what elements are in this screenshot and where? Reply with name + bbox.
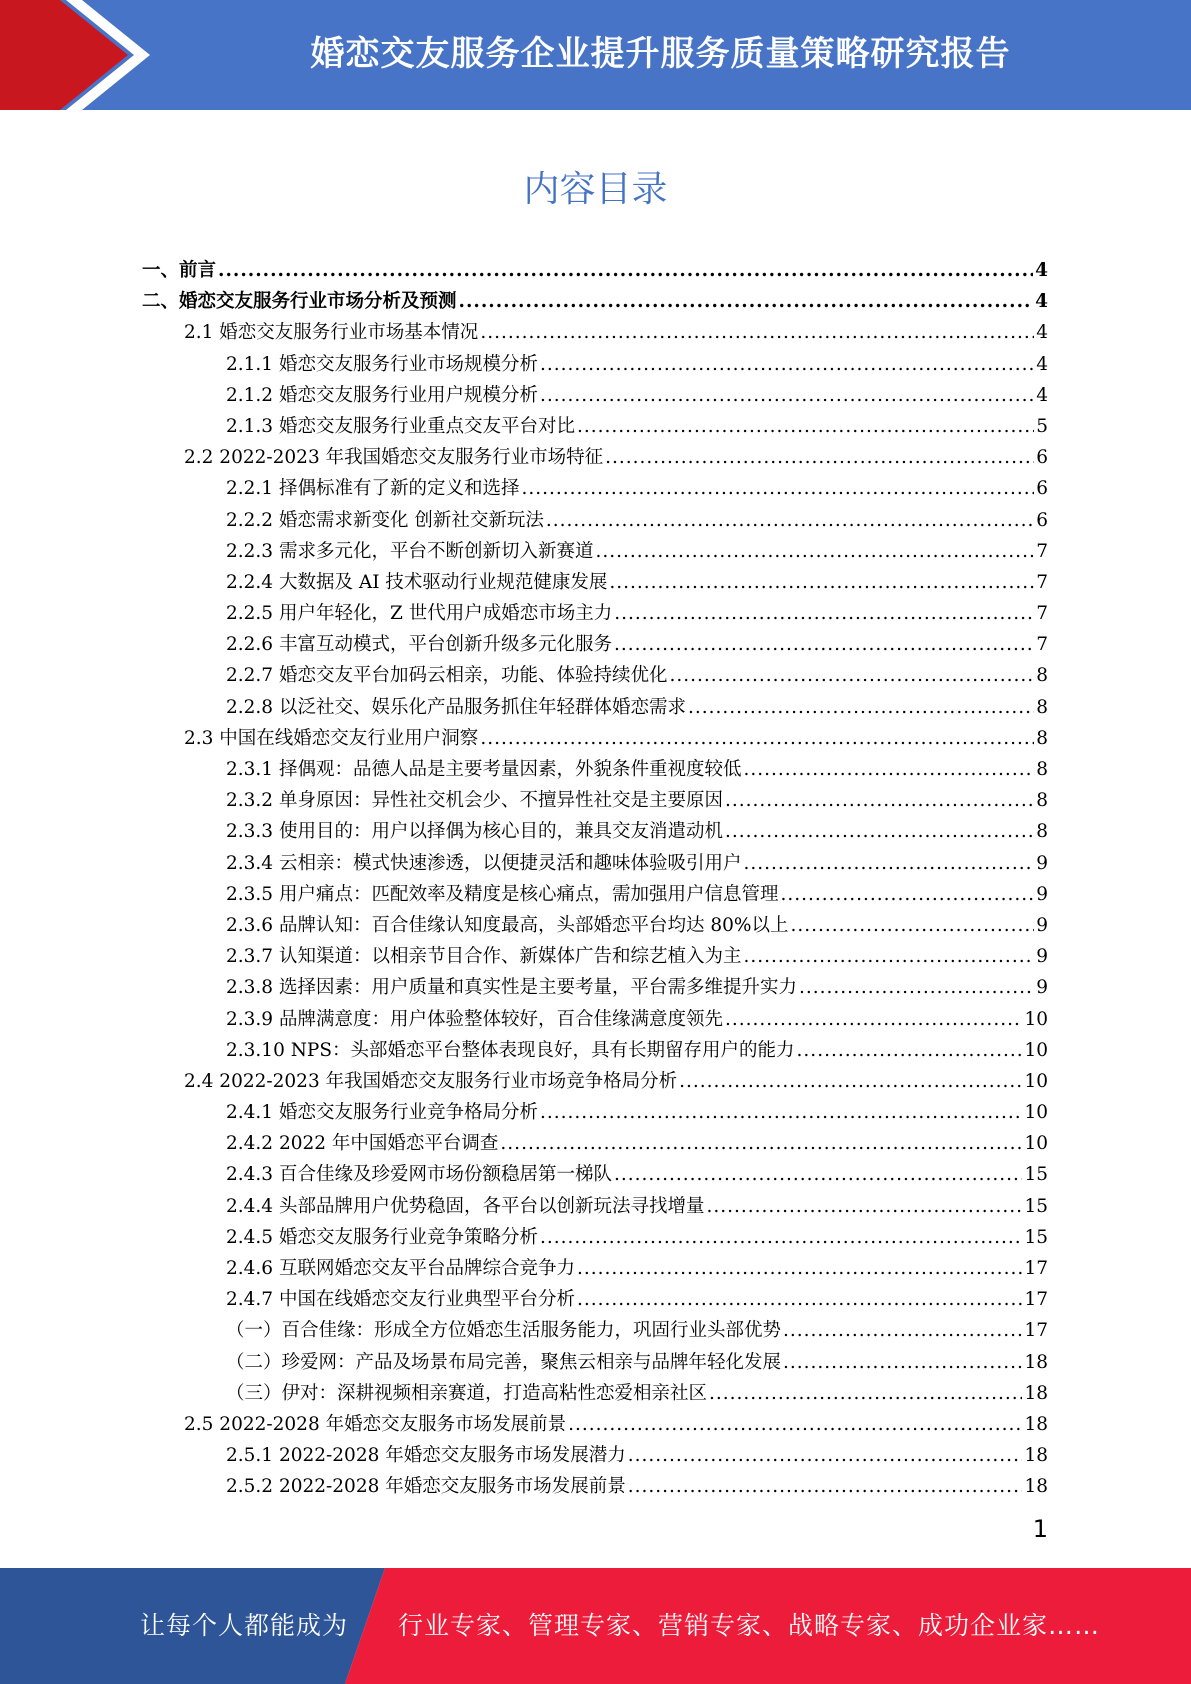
toc-entry-title: 2.3.10 NPS：头部婚恋平台整体表现良好，具有长期留存用户的能力 bbox=[226, 1039, 795, 1061]
toc-heading: 内容目录 bbox=[523, 169, 668, 210]
toc-entry-page: 17 bbox=[1024, 1320, 1048, 1342]
toc-entry[interactable] bbox=[142, 567, 1048, 598]
toc-leader-dots bbox=[669, 660, 1034, 691]
toc-entry[interactable] bbox=[142, 1128, 1048, 1159]
toc-leader-dots bbox=[725, 1004, 1022, 1035]
toc-entry[interactable] bbox=[142, 848, 1048, 879]
toc-entry-title: 2.2.3 需求多元化，平台不断创新切入新赛道 bbox=[226, 540, 594, 562]
toc-entry-page: 8 bbox=[1036, 727, 1048, 749]
toc-entry-page: 7 bbox=[1036, 603, 1048, 625]
toc-leader-dots bbox=[595, 536, 1034, 567]
toc-leader-dots bbox=[480, 317, 1034, 348]
toc-entry[interactable] bbox=[142, 598, 1048, 629]
toc-entry-title: 2.3.8 选择因素：用户质量和真实性是主要考量，平台需多维提升实力 bbox=[226, 977, 797, 999]
toc-entry-page: 18 bbox=[1024, 1413, 1048, 1435]
toc-entry-page: 15 bbox=[1024, 1226, 1048, 1248]
toc-leader-dots bbox=[743, 848, 1034, 879]
toc-entry-title: 2.2 2022-2023 年我国婚恋交友服务行业市场特征 bbox=[184, 447, 604, 469]
toc-entry-title: 2.4.4 头部品牌用户优势稳固，各平台以创新玩法寻找增量 bbox=[226, 1195, 705, 1217]
toc-entry-page: 4 bbox=[1036, 353, 1048, 375]
toc-entry[interactable] bbox=[142, 317, 1048, 348]
toc-entry-title: 2.3.6 品牌认知：百合佳缘认知度最高，头部婚恋平台均达 80%以上 bbox=[226, 914, 789, 936]
toc-entry-title: 2.2.1 择偶标准有了新的定义和选择 bbox=[226, 478, 520, 500]
toc-leader-dots bbox=[614, 1159, 1022, 1190]
toc-leader-dots bbox=[500, 1128, 1022, 1159]
toc-entry-title: 2.2.4 大数据及 AI 技术驱动行业规范健康发展 bbox=[226, 571, 608, 593]
chevron-arrow-icon bbox=[0, 0, 160, 110]
toc-entry[interactable] bbox=[142, 505, 1048, 536]
toc-entry[interactable] bbox=[142, 1097, 1048, 1128]
toc-entry-page: 6 bbox=[1036, 509, 1048, 531]
toc-entry[interactable] bbox=[142, 723, 1048, 754]
toc-leader-dots bbox=[688, 692, 1034, 723]
toc-entry-title: （二）珍爱网：产品及场景布局完善，聚焦云相亲与品牌年轻化发展 bbox=[226, 1351, 782, 1373]
toc-entry-page: 8 bbox=[1036, 696, 1048, 718]
toc-entry-title: 2.5 2022-2028 年婚恋交友服务市场发展前景 bbox=[184, 1413, 567, 1435]
toc-entry-page: 9 bbox=[1036, 977, 1048, 999]
toc-entry-title: 2.4.6 互联网婚恋交友平台品牌综合竞争力 bbox=[226, 1258, 575, 1279]
toc-entry-title: 2.4.7 中国在线婚恋交友行业典型平台分析 bbox=[226, 1289, 575, 1311]
toc-entry-title: 2.2.7 婚恋交友平台加码云相亲，功能、体验持续优化 bbox=[226, 665, 668, 687]
toc-entry[interactable] bbox=[142, 660, 1048, 691]
toc-entry-title: 2.1.3 婚恋交友服务行业重点交友平台对比 bbox=[226, 415, 575, 437]
toc-entry-title: 2.3.3 使用目的：用户以择偶为核心目的，兼具交友消遣动机 bbox=[226, 821, 723, 843]
toc-entry-title: 2.2.2 婚恋需求新变化 创新社交新玩法 bbox=[226, 509, 544, 531]
toc-entry-page: 10 bbox=[1024, 1008, 1048, 1030]
toc-leader-dots bbox=[577, 411, 1034, 442]
toc-leader-dots bbox=[540, 1222, 1022, 1253]
toc-entry-title: 2.1.1 婚恋交友服务行业市场规模分析 bbox=[226, 353, 538, 375]
toc-entry-title: 2.3 中国在线婚恋交友行业用户洞察 bbox=[184, 727, 479, 749]
toc-entry[interactable] bbox=[142, 1471, 1048, 1502]
toc-entry[interactable] bbox=[142, 972, 1048, 1003]
toc-leader-dots bbox=[540, 380, 1034, 411]
toc-entry-title: 2.1 婚恋交友服务行业市场基本情况 bbox=[184, 322, 479, 344]
toc-entry[interactable] bbox=[142, 692, 1048, 723]
toc-entry-title: 一、前言 bbox=[142, 260, 217, 281]
toc-entry[interactable] bbox=[142, 1191, 1048, 1222]
toc-leader-dots bbox=[218, 255, 1033, 286]
toc-entry[interactable] bbox=[142, 1066, 1048, 1097]
toc-entry-page: 7 bbox=[1036, 634, 1048, 656]
toc-leader-dots bbox=[783, 1347, 1022, 1378]
toc-leader-dots bbox=[609, 567, 1034, 598]
toc-entry-page: 17 bbox=[1024, 1289, 1048, 1311]
table-of-contents bbox=[142, 255, 1048, 1503]
toc-leader-dots bbox=[780, 879, 1034, 910]
toc-entry-page: 7 bbox=[1036, 540, 1048, 562]
toc-entry-page: 9 bbox=[1036, 914, 1048, 936]
footer-slogan-right: 行业专家、管理专家、营销专家、战略专家、成功企业家…… bbox=[398, 1611, 1101, 1640]
toc-entry-title: 2.3.4 云相亲：模式快速渗透，以便捷灵活和趣味体验吸引用户 bbox=[226, 852, 742, 874]
toc-entry[interactable] bbox=[142, 1222, 1048, 1253]
toc-entry-title: 2.4.5 婚恋交友服务行业竞争策略分析 bbox=[226, 1226, 538, 1248]
toc-leader-dots bbox=[605, 442, 1034, 473]
toc-leader-dots bbox=[679, 1066, 1022, 1097]
toc-entry-title: （三）伊对：深耕视频相亲赛道，打造高粘性恋爱相亲社区 bbox=[226, 1382, 708, 1404]
footer-slogan-left: 让每个人都能成为 bbox=[140, 1611, 349, 1640]
toc-entry[interactable] bbox=[142, 286, 1048, 317]
toc-leader-dots bbox=[459, 286, 1034, 317]
toc-entry-title: 2.5.1 2022-2028 年婚恋交友服务市场发展潜力 bbox=[226, 1445, 626, 1467]
toc-entry[interactable] bbox=[142, 1159, 1048, 1190]
toc-leader-dots bbox=[540, 349, 1034, 380]
toc-leader-dots bbox=[783, 1315, 1022, 1346]
toc-entry[interactable] bbox=[142, 380, 1048, 411]
page-number: 1 bbox=[1032, 1515, 1048, 1543]
toc-leader-dots bbox=[540, 1097, 1022, 1128]
toc-entry[interactable] bbox=[142, 536, 1048, 567]
toc-entry-title: 2.4 2022-2023 年我国婚恋交友服务行业市场竞争格局分析 bbox=[184, 1070, 678, 1092]
toc-entry-page: 8 bbox=[1036, 821, 1048, 843]
report-title: 婚恋交友服务企业提升服务质量策略研究报告 bbox=[310, 34, 1011, 74]
toc-entry-title: 2.3.9 品牌满意度：用户体验整体较好，百合佳缘满意度领先 bbox=[226, 1008, 723, 1030]
toc-entry-page: 6 bbox=[1036, 478, 1048, 500]
toc-entry-page: 4 bbox=[1036, 322, 1048, 344]
toc-entry-page: 7 bbox=[1036, 571, 1048, 593]
toc-entry[interactable] bbox=[142, 1378, 1048, 1409]
toc-entry-title: 2.4.3 百合佳缘及珍爱网市场份额稳居第一梯队 bbox=[226, 1164, 612, 1186]
toc-entry[interactable] bbox=[142, 1253, 1048, 1284]
toc-entry-page: 9 bbox=[1036, 852, 1048, 874]
toc-entry[interactable] bbox=[142, 629, 1048, 660]
toc-entry[interactable] bbox=[142, 785, 1048, 816]
toc-leader-dots bbox=[706, 1191, 1022, 1222]
toc-leader-dots bbox=[743, 941, 1034, 972]
toc-entry-title: 2.3.2 单身原因：异性社交机会少、不擅异性社交是主要原因 bbox=[226, 790, 723, 812]
toc-leader-dots bbox=[799, 972, 1034, 1003]
toc-entry-page: 8 bbox=[1036, 665, 1048, 687]
toc-entry-title: 2.5.2 2022-2028 年婚恋交友服务市场发展前景 bbox=[226, 1476, 626, 1498]
toc-entry-page: 10 bbox=[1024, 1102, 1048, 1124]
toc-entry[interactable] bbox=[142, 1409, 1048, 1440]
toc-entry-page: 15 bbox=[1024, 1195, 1048, 1217]
toc-entry-title: 二、婚恋交友服务行业市场分析及预测 bbox=[142, 291, 457, 313]
toc-leader-dots bbox=[797, 1035, 1023, 1066]
toc-entry-page: 18 bbox=[1024, 1382, 1048, 1404]
toc-leader-dots bbox=[480, 723, 1034, 754]
toc-leader-dots bbox=[577, 1284, 1022, 1315]
toc-entry[interactable] bbox=[142, 1035, 1048, 1066]
toc-entry-page: 6 bbox=[1036, 447, 1048, 469]
toc-entry[interactable] bbox=[142, 473, 1048, 504]
toc-entry-title: 2.2.6 丰富互动模式，平台创新升级多元化服务 bbox=[226, 634, 612, 656]
toc-entry-page: 4 bbox=[1036, 384, 1048, 406]
toc-entry-page: 8 bbox=[1036, 759, 1048, 780]
toc-entry-title: 2.3.1 择偶观：品德人品是主要考量因素，外貌条件重视度较低 bbox=[226, 759, 742, 780]
toc-leader-dots bbox=[725, 785, 1034, 816]
toc-entry[interactable] bbox=[142, 442, 1048, 473]
toc-entry-title: 2.1.2 婚恋交友服务行业用户规模分析 bbox=[226, 384, 538, 406]
toc-leader-dots bbox=[725, 816, 1034, 847]
toc-entry-page: 18 bbox=[1024, 1445, 1048, 1467]
toc-entry-title: 2.4.2 2022 年中国婚恋平台调查 bbox=[226, 1133, 499, 1155]
toc-leader-dots bbox=[628, 1440, 1023, 1471]
toc-entry-page: 4 bbox=[1035, 260, 1048, 281]
toc-entry[interactable] bbox=[142, 1440, 1048, 1471]
toc-entry[interactable] bbox=[142, 879, 1048, 910]
toc-entry[interactable] bbox=[142, 1347, 1048, 1378]
toc-entry[interactable] bbox=[142, 255, 1048, 286]
toc-entry-page: 10 bbox=[1024, 1133, 1048, 1155]
toc-entry-page: 10 bbox=[1024, 1039, 1048, 1061]
toc-entry[interactable] bbox=[142, 910, 1048, 941]
toc-leader-dots bbox=[577, 1253, 1022, 1284]
toc-leader-dots bbox=[614, 629, 1034, 660]
toc-entry-page: 17 bbox=[1024, 1258, 1048, 1279]
toc-entry-page: 18 bbox=[1024, 1351, 1048, 1373]
toc-leader-dots bbox=[614, 598, 1034, 629]
toc-leader-dots bbox=[568, 1409, 1022, 1440]
toc-entry[interactable] bbox=[142, 349, 1048, 380]
toc-entry[interactable] bbox=[142, 1004, 1048, 1035]
toc-entry[interactable] bbox=[142, 941, 1048, 972]
toc-entry-page: 5 bbox=[1036, 415, 1048, 437]
toc-entry-title: 2.4.1 婚恋交友服务行业竞争格局分析 bbox=[226, 1102, 538, 1124]
toc-entry-title: 2.3.5 用户痛点：匹配效率及精度是核心痛点，需加强用户信息管理 bbox=[226, 883, 779, 905]
toc-entry-title: 2.2.5 用户年轻化，Z 世代用户成婚恋市场主力 bbox=[226, 603, 613, 625]
toc-entry-title: 2.2.8 以泛社交、娱乐化产品服务抓住年轻群体婚恋需求 bbox=[226, 696, 686, 718]
toc-entry-title: 2.3.7 认知渠道：以相亲节目合作、新媒体广告和综艺植入为主 bbox=[226, 946, 742, 968]
toc-entry-title: （一）百合佳缘：形成全方位婚恋生活服务能力，巩固行业头部优势 bbox=[226, 1320, 782, 1342]
toc-leader-dots bbox=[521, 473, 1034, 504]
toc-leader-dots bbox=[743, 754, 1034, 785]
footer-band bbox=[0, 1568, 1191, 1684]
toc-leader-dots bbox=[628, 1471, 1023, 1502]
toc-entry-page: 4 bbox=[1035, 291, 1048, 313]
toc-entry[interactable] bbox=[142, 816, 1048, 847]
header-band bbox=[0, 0, 1191, 110]
toc-entry-page: 9 bbox=[1036, 946, 1048, 968]
toc-leader-dots bbox=[546, 505, 1034, 536]
toc-entry[interactable] bbox=[142, 1284, 1048, 1315]
toc-leader-dots bbox=[709, 1378, 1022, 1409]
toc-leader-dots bbox=[790, 910, 1034, 941]
toc-entry-page: 9 bbox=[1036, 883, 1048, 905]
toc-entry[interactable] bbox=[142, 1315, 1048, 1346]
toc-entry-page: 10 bbox=[1024, 1070, 1048, 1092]
toc-entry-page: 8 bbox=[1036, 790, 1048, 812]
toc-entry-page: 15 bbox=[1024, 1164, 1048, 1186]
toc-entry[interactable] bbox=[142, 411, 1048, 442]
toc-entry[interactable] bbox=[142, 754, 1048, 785]
toc-entry-page: 18 bbox=[1024, 1476, 1048, 1498]
